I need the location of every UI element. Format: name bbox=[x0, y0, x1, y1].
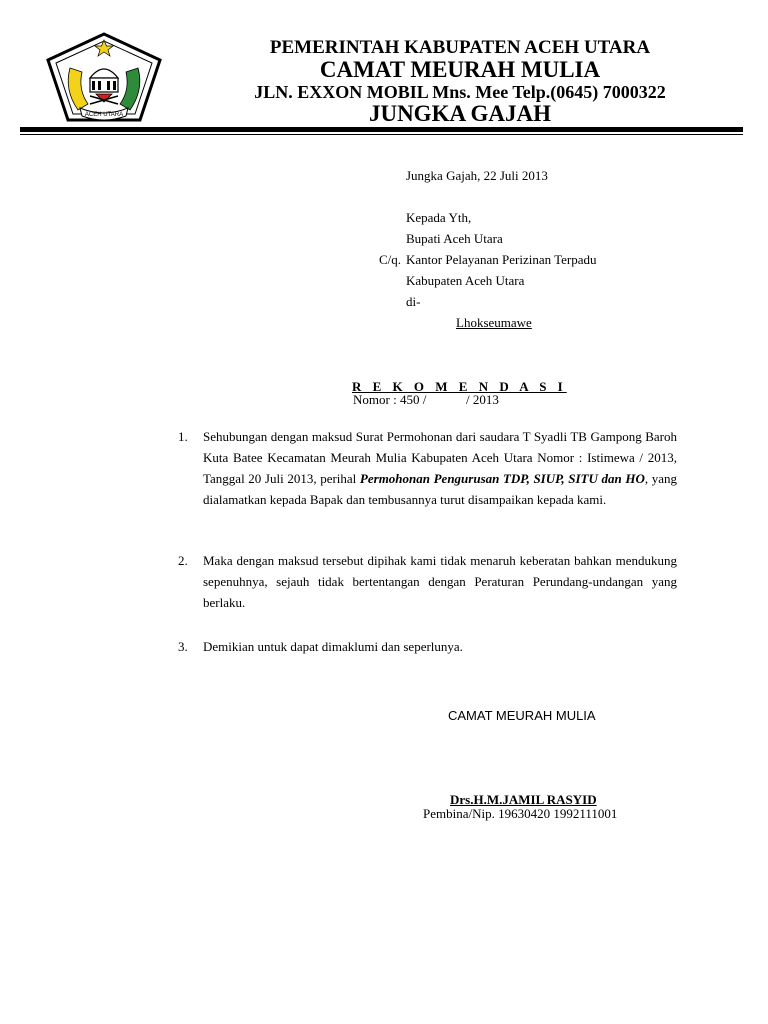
header-government: PEMERINTAH KABUPATEN ACEH UTARA bbox=[269, 37, 651, 58]
signature-title: CAMAT MEURAH MULIA bbox=[448, 708, 596, 723]
recipient-cq-label: C/q. bbox=[379, 252, 402, 267]
list-item bbox=[178, 636, 677, 657]
recipient-region: Kabupaten Aceh Utara bbox=[406, 273, 525, 288]
recipient-city: Lhokseumawe bbox=[456, 315, 532, 330]
header-village: JUNGKA GAJAH bbox=[368, 101, 552, 126]
list-item-number: 3. bbox=[178, 639, 188, 654]
signature-name: Drs.H.M.JAMIL RASYID bbox=[450, 792, 597, 807]
header-rule-thick bbox=[20, 127, 743, 132]
list-item bbox=[178, 426, 677, 510]
letter-title: R E K O M E N D A S I bbox=[352, 379, 567, 394]
list-item-text: Maka dengan maksud tersebut dipihak kami tidak menaruh keberatan bahkan mendukung sepenuhnya, sejauh tidak bertentangan dengan Peraturan Perundang-undangan yang berlaku. bbox=[203, 553, 677, 610]
logo-banner-text: ACEH UTARA bbox=[84, 112, 124, 118]
list-item bbox=[178, 550, 677, 613]
header-office: CAMAT MEURAH MULIA bbox=[319, 57, 601, 82]
list-item-number: 1. bbox=[178, 429, 188, 444]
aceh-utara-logo-icon bbox=[40, 30, 168, 126]
letter-number-label: Nomor : 450 / bbox=[353, 392, 427, 407]
recipient-name: Bupati Aceh Utara bbox=[406, 231, 503, 246]
list-item-text: Sehubungan dengan maksud Surat Permohonan dari saudara T Syadli TB Gampong Baroh Kuta Batee Kecamatan Meurah Mulia Kabupaten Aceh Utara Nomor : Istimewa / 2013, Tanggal 20 Juli 2013, perihal Permohonan Pengurusan TDP, SIUP, SITU dan HO, yang dialamatkan kepada Bapak dan tembusannya turut disampaikan kepada kami. bbox=[203, 429, 677, 507]
header-rule-thin bbox=[20, 134, 743, 135]
recipient-greeting: Kepada Yth, bbox=[406, 210, 472, 225]
list-item-number: 2. bbox=[178, 553, 188, 568]
subject-emphasis: Permohonan Pengurusan TDP, SIUP, SITU dan HO bbox=[359, 471, 645, 486]
recipient-di: di- bbox=[406, 294, 421, 309]
list-item-text: Demikian untuk dapat dimaklumi dan seperlunya. bbox=[203, 639, 463, 654]
header-address: JLN. EXXON MOBIL Mns. Mee Telp.(0645) 7000322 bbox=[254, 82, 666, 102]
recipient-office: Kantor Pelayanan Perizinan Terpadu bbox=[406, 252, 597, 267]
signature-nip: Pembina/Nip. 19630420 1992111001 bbox=[423, 806, 618, 821]
place-date: Jungka Gajah, 22 Juli 2013 bbox=[406, 168, 548, 183]
letter-number-year: / 2013 bbox=[466, 392, 499, 407]
